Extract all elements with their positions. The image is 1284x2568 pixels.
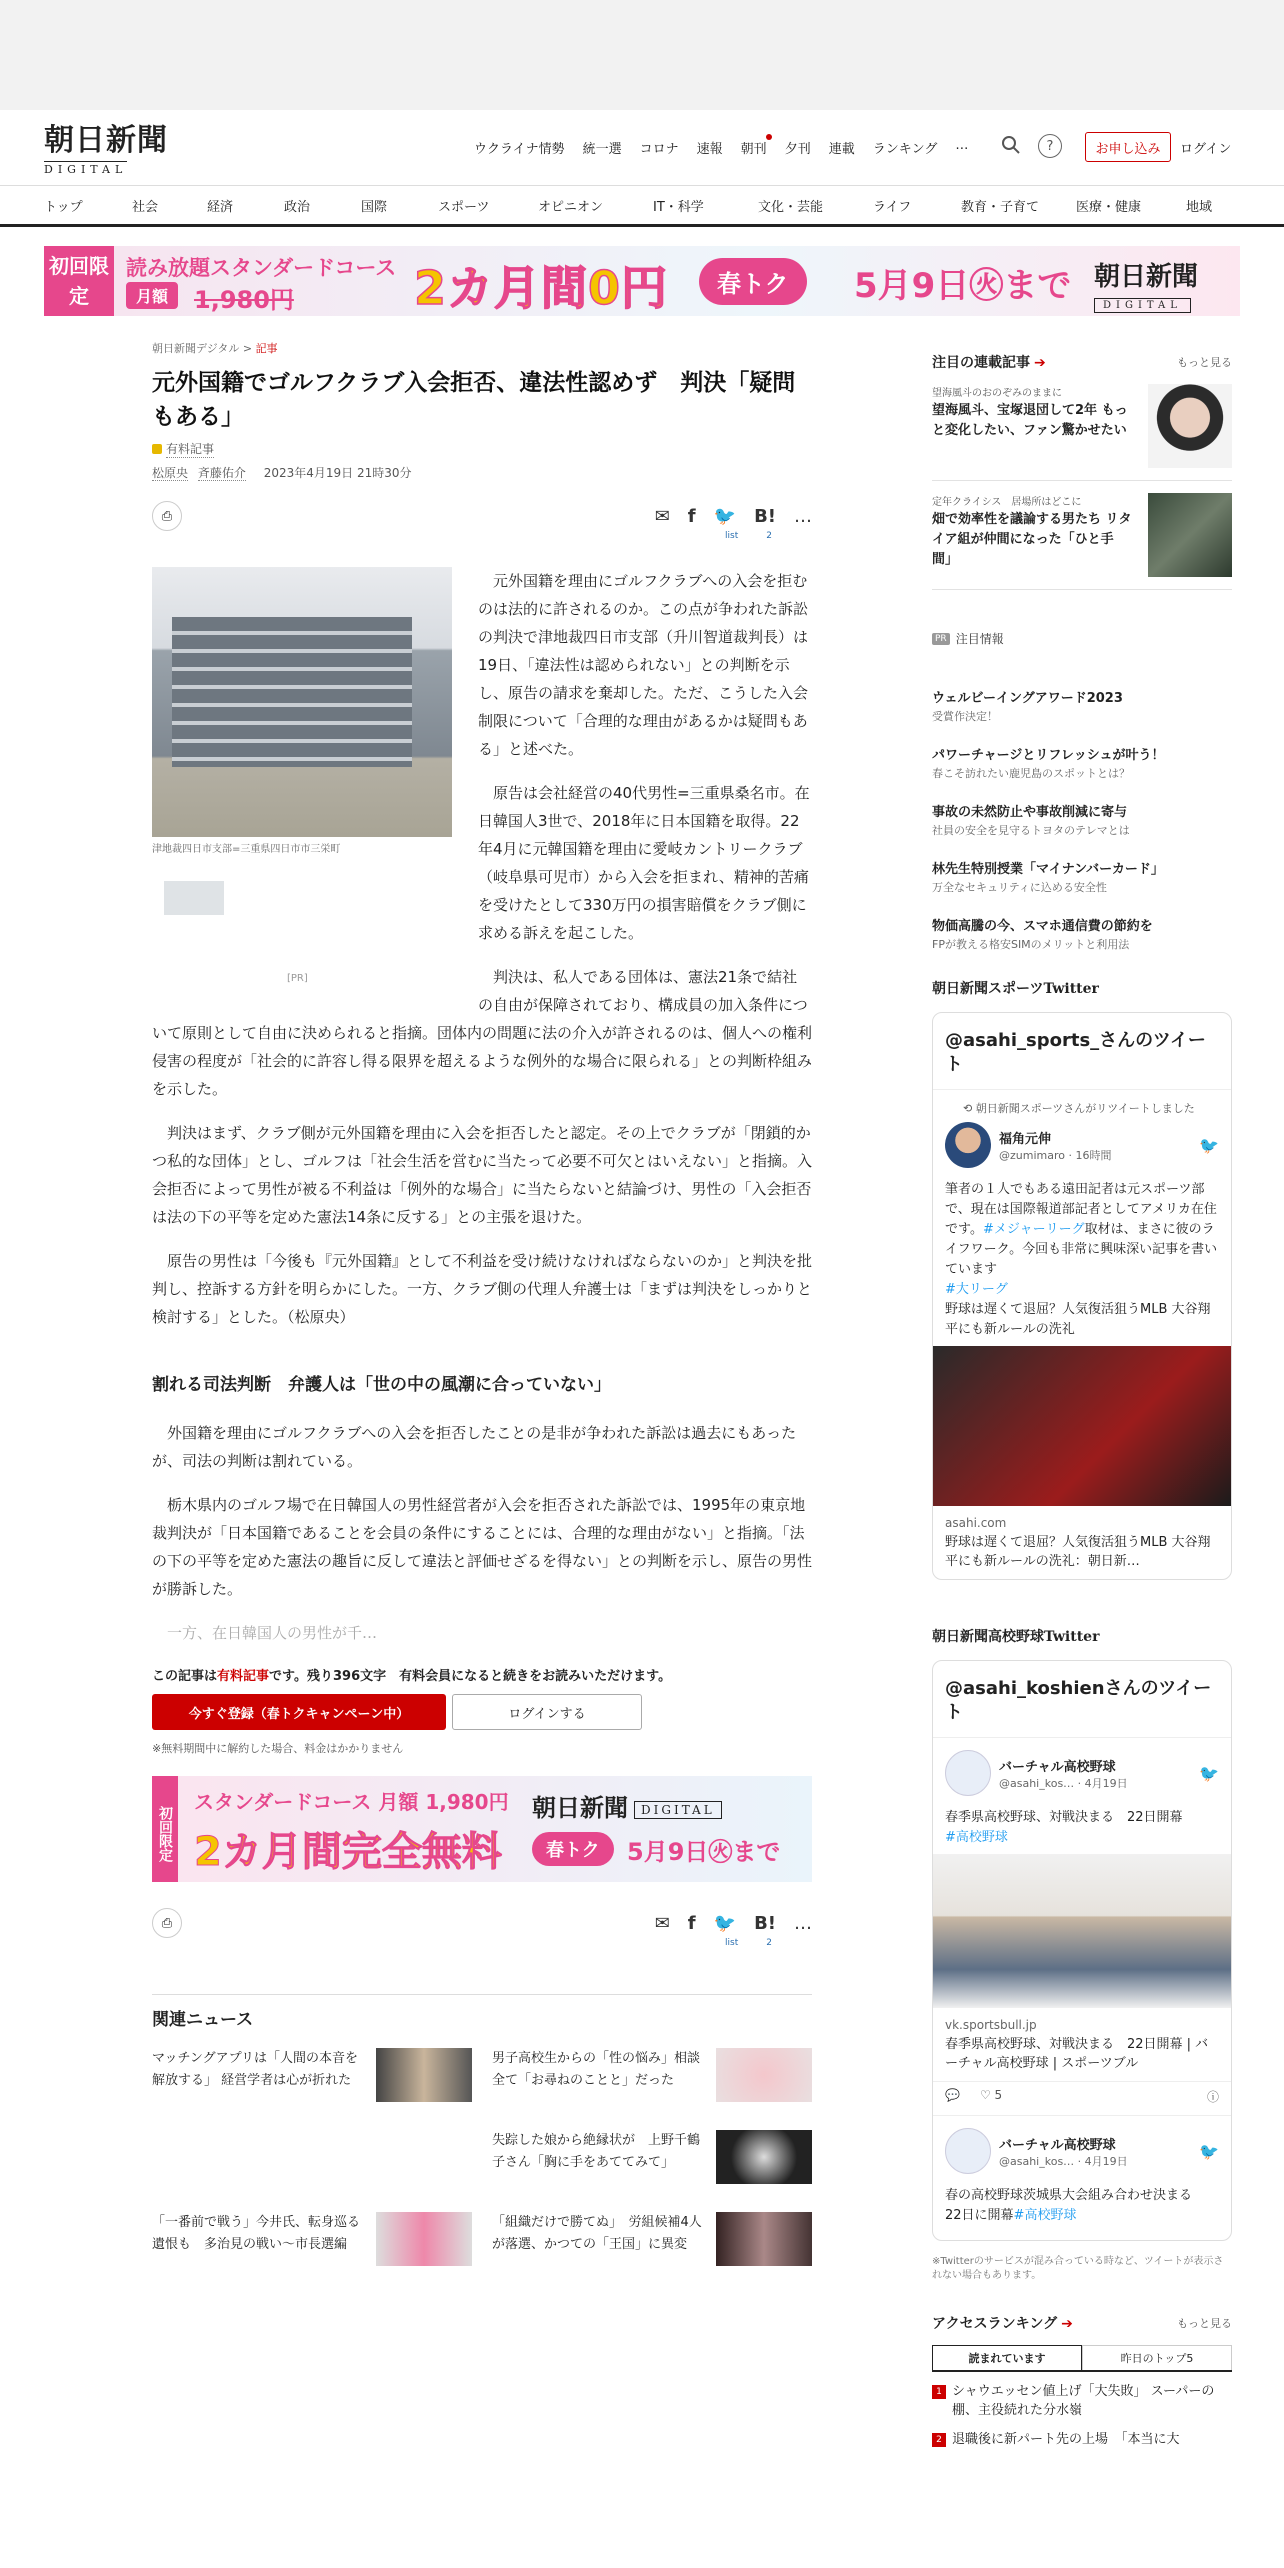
twitter-bird-icon[interactable]: 🐦 xyxy=(1199,2141,1219,2161)
nav-life[interactable]: ライフ xyxy=(873,199,912,215)
pr-section-header xyxy=(932,630,1232,647)
paragraph: 原告の男性は「今後も『元外国籍』として不利益を受け続けなければならないのか」と判決を批判し、控訴する方針を明らかにした。一方、クラブ側の代理人弁護士は「まずは判決をしっかりと検討する」とした。（松原央） xyxy=(152,1252,813,1326)
campaign-banner-2[interactable] xyxy=(152,1776,812,1882)
attention-sub: 万全なセキュリティに込める安全性 xyxy=(932,881,1107,894)
attention-item[interactable] xyxy=(932,687,1232,724)
lock-icon xyxy=(152,444,162,454)
serial-item[interactable] xyxy=(932,481,1232,590)
hatena-bookmark-icon[interactable]: B! xyxy=(754,1912,776,1934)
serial-series-name: 望海風斗のおのぞみのままに xyxy=(932,388,1062,399)
tweet-author[interactable] xyxy=(933,1116,1231,1174)
tweet-card-image[interactable] xyxy=(933,1854,1231,2008)
related-news-heading: 関連ニュース xyxy=(152,2010,254,2030)
section-heading: 割れる司法判断 弁護人は「世の中の風潮に合っていない」 xyxy=(152,1375,611,1395)
related-news-grid xyxy=(152,2048,812,2266)
retweet-icon: ⟲ xyxy=(963,1102,976,1115)
tab-yesterday-top5[interactable]: 昨日のトップ5 xyxy=(1082,2345,1232,2370)
tweet-card-link[interactable] xyxy=(933,1506,1231,1579)
share-toolbar-bottom xyxy=(152,1908,812,1948)
sidebar xyxy=(932,352,1232,2449)
ranking-header xyxy=(932,2313,1232,2333)
twitter-bird-icon[interactable]: 🐦 xyxy=(1199,1135,1219,1155)
paragraph: 栃木県内のゴルフ場で在日韓国人の男性経営者が入会を拒否された訴訟では、1995年の東京地裁判決が「日本国籍であることを会員の条件にすることには、合理的な理由がない」と指摘。「法の下の平等を定めた憲法の趣旨に反して違法と評価せざるを得ない」との判断を示し、原告の男性が勝訴した。 xyxy=(152,1496,813,1598)
cancel-note: ※無料期間中に解約した場合、料金はかかりません xyxy=(152,1742,404,1755)
share-counts xyxy=(725,1938,772,1948)
paywall-suffix: です。残り396文字 有料会員になると続きをお読みいただけます。 xyxy=(269,1669,672,1684)
author-handle: @asahi_kos… · 4月19日 xyxy=(999,2154,1128,2168)
search-icon[interactable] xyxy=(1000,134,1024,158)
more-link[interactable]: もっと見る xyxy=(1177,356,1232,369)
hashtag-link[interactable]: #メジャーリーグ xyxy=(982,1222,1085,1237)
article-title: 元外国籍でゴルフクラブ入会拒否、違法性認めず 判決「疑問もある」 xyxy=(152,370,796,430)
serial-item[interactable] xyxy=(932,372,1232,481)
nav-culture[interactable]: 文化・芸能 xyxy=(758,199,824,215)
paragraph: 原告は会社経営の40代男性=三重県桑名市。在日韓国人3世で、2018年に日本国籍を取得。22年4月に元韓国籍を理由に愛岐カントリークラブ（岐阜県可児市）から入会を拒まれ、精神的苦痛を受けたとして330万円の損害賠償をクラブ側に求める訴えを起こした。 xyxy=(478,784,810,942)
more-menu-icon[interactable]: … xyxy=(955,138,969,153)
author-name: バーチャル高校野球 xyxy=(999,2137,1116,2153)
breadcrumb-home[interactable]: 朝日新聞デジタル xyxy=(152,342,240,355)
campaign-banner[interactable] xyxy=(44,246,1240,316)
avatar xyxy=(945,1750,991,1796)
banner-logo xyxy=(1094,256,1198,313)
hashtag-link[interactable]: #高校野球 xyxy=(1013,2208,1077,2223)
related-item-image xyxy=(376,2212,472,2266)
article xyxy=(152,340,812,2266)
banner-old-price: 1,980円 xyxy=(194,286,294,314)
pr-label: [PR] xyxy=(287,973,308,984)
banner2-logo-digital: DIGITAL xyxy=(634,1801,722,1819)
retweet-notice xyxy=(933,1090,1231,1116)
tweet-card-image[interactable] xyxy=(933,1346,1231,1506)
topnav-ukraine[interactable]: ウクライナ情勢 xyxy=(474,142,565,157)
facebook-icon[interactable]: f xyxy=(687,1912,696,1934)
avatar xyxy=(945,1122,991,1168)
facebook-icon[interactable]: f xyxy=(687,505,696,527)
share-toolbar xyxy=(152,501,812,541)
login-link[interactable]: ログイン xyxy=(1180,142,1232,157)
related-news xyxy=(152,1994,812,2266)
related-item-title: 「一番前で戦う」今井氏、転身巡る遺恨も 多治見の戦い～市長選編 xyxy=(152,2215,361,2252)
new-dot-icon xyxy=(766,134,772,140)
share-buttons xyxy=(655,1913,812,1934)
subscribe-button[interactable]: お申し込み xyxy=(1085,132,1171,162)
paragraph-faded: 一方、在日韓国人の男性が千… xyxy=(167,1624,378,1642)
rank-number-icon: 2 xyxy=(932,2433,946,2447)
arrow-right-icon: ➔ xyxy=(1061,2316,1073,2332)
serial-series-name: 定年クライシス 居場所はどこに xyxy=(932,497,1082,508)
register-button[interactable]: 今すぐ登録（春トクキャンペーン中） xyxy=(152,1694,446,1730)
banner2-logo-kanji: 朝日新聞 xyxy=(532,1793,628,1822)
topnav-morning[interactable] xyxy=(741,138,767,157)
timeline-title[interactable]: @asahi_koshienさんのツイート xyxy=(933,1661,1231,1738)
paragraph: 元外国籍を理由にゴルフクラブへの入会を拒むのは法的に許されるのか。この点が争われた訴訟の判決で津地裁四日市支部（升川智道裁判長）は19日、「違法性は認められない」との判断を示し、原告の請求を棄却した。ただ、こうした入会制限について「合理的な理由があるかは疑問もある」と述べた。 xyxy=(478,572,809,758)
attention-item[interactable] xyxy=(932,915,1232,952)
related-item[interactable] xyxy=(492,2130,812,2184)
serial-image xyxy=(1148,493,1232,577)
more-link[interactable]: もっと見る xyxy=(1177,2317,1232,2330)
attention-sub: 社員の安全を見守るトヨタのテレマとは xyxy=(932,824,1130,837)
banner2-spring-tag: 春トク xyxy=(532,1832,614,1866)
nav-politics[interactable]: 政治 xyxy=(284,199,311,215)
more-share-icon[interactable]: … xyxy=(794,1912,812,1934)
tweet-text-part: 取材は、まさに彼のライフワーク。今回も非常に興味深い記事を書いています xyxy=(945,1222,1218,1277)
hashtag-link[interactable]: #高校野球 xyxy=(945,1830,1008,1845)
attention-list xyxy=(932,687,1232,952)
serial-item-text xyxy=(932,493,1132,577)
banner-logo-digital: DIGITAL xyxy=(1094,298,1191,313)
breadcrumb-current[interactable]: 記事 xyxy=(255,342,278,355)
banner2-course: スタンダードコース 月額 1,980円 xyxy=(194,1790,509,1814)
nav-it-science[interactable]: IT・科学 xyxy=(653,199,704,215)
attention-title: 事故の未然防止や事故削減に寄与 xyxy=(932,805,1128,820)
card-domain: asahi.com xyxy=(945,1516,1007,1530)
related-item-title: 失踪した娘から絶縁状が 上野千鶴子さん「胸に手をあててみて」 xyxy=(492,2133,701,2170)
serial-headline: 畑で効率性を議論する男たち リタイア組が仲間になった「ひと手間」 xyxy=(932,512,1132,567)
banner-logo-kanji: 朝日新聞 xyxy=(1094,262,1199,292)
breadcrumb xyxy=(152,340,812,356)
related-item[interactable] xyxy=(152,2048,472,2102)
banner-monthly-tag: 月額 xyxy=(126,282,178,309)
nav-international[interactable]: 国際 xyxy=(361,199,388,215)
card-title: 野球は遅くて退屈？人気復活狙うMLB 大谷翔平にも新ルールの洗礼：朝日新… xyxy=(945,1535,1211,1569)
nav-sports[interactable]: スポーツ xyxy=(438,199,490,215)
attention-item[interactable] xyxy=(932,744,1232,781)
attention-title: 林先生特別授業「マイナンバーカード」 xyxy=(932,862,1164,877)
topnav-serial[interactable]: 連載 xyxy=(828,142,855,157)
more-share-icon[interactable]: … xyxy=(794,505,812,527)
tweet-actions xyxy=(933,2081,1231,2115)
topnav-election[interactable]: 統一選 xyxy=(582,142,622,157)
tweet-text xyxy=(933,1802,1231,1854)
topnav-morning-label: 朝刊 xyxy=(740,142,767,157)
paywall-login-button[interactable]: ログインする xyxy=(452,1694,642,1730)
tweet-text xyxy=(933,1174,1231,1346)
mail-icon[interactable]: ✉ xyxy=(654,1912,670,1934)
author-info xyxy=(999,1756,1128,1791)
serial-title: 注目の連載記事 xyxy=(932,355,1030,371)
hatena-count[interactable]: 2 xyxy=(766,1938,772,1948)
ranking-headline: シャウエッセン値上げ「大失敗」 スーパーの棚、主役続れた分水嶺 xyxy=(952,2384,1215,2418)
reply-icon[interactable]: 💬 xyxy=(945,2088,960,2102)
author-info xyxy=(999,2134,1128,2169)
attention-title: パワーチャージとリフレッシュが叶う！ xyxy=(932,748,1165,763)
site-header xyxy=(0,110,1284,185)
pr-tag: PR xyxy=(932,633,950,645)
paid-badge xyxy=(152,440,812,458)
paywall-paid-label: 有料記事 xyxy=(217,1669,270,1684)
twitter-list-link[interactable]: list xyxy=(725,1938,739,1948)
paragraph: 判決はまず、クラブ側が元外国籍を理由に入会を拒否したと認定。その上でクラブが「閉鎖的かつ私的な団体」とし、ゴルフは「社会生活を営むに当たって必要不可欠とはいえない」と指摘。入会拒否によって男性が被る不利益は「例外的な場合」に当たらないと結論づけ、男性の「入会拒否は法の下の平等を定めた憲法14条に反する」との主張を退けた。 xyxy=(152,1124,813,1226)
card-domain: vk.sportsbull.jp xyxy=(945,2018,1037,2032)
tab-most-read[interactable]: 読まれています xyxy=(932,2345,1082,2370)
related-item-image xyxy=(716,2212,812,2266)
paywall-buttons xyxy=(152,1694,812,1730)
author-handle: @zumimaro · 16時間 xyxy=(999,1148,1112,1162)
like-count: 5 xyxy=(994,2088,1003,2102)
hatena-count[interactable]: 2 xyxy=(766,531,772,541)
banner-first-time-badge: 初回限定 xyxy=(44,246,114,316)
main-nav xyxy=(0,185,1284,227)
attention-title: 物価高騰の今、スマホ通信費の節約を xyxy=(932,919,1153,934)
top-ad-area xyxy=(0,0,1284,110)
serial-headline: 望海風斗、宝塚退団して2年 もっと変化したい、ファン驚かせたい xyxy=(932,403,1128,438)
author-name: バーチャル高校野球 xyxy=(999,1759,1116,1775)
hashtag-link[interactable]: #大リーグ xyxy=(945,1282,1008,1297)
paragraph: 外国籍を理由にゴルフクラブへの入会を拒否したことの是非が争われた訴訟は過去にもあったが、司法の判断は割れている。 xyxy=(152,1424,797,1470)
twitter-timeline xyxy=(932,1012,1232,1580)
banner-course-name: 読み放題スタンダードコース xyxy=(126,256,397,280)
twitter-timeline xyxy=(932,1660,1232,2241)
attention-item[interactable] xyxy=(932,801,1232,838)
share-counts xyxy=(725,531,772,541)
retweet-label: 朝日新聞スポーツさんがリツイートしました xyxy=(975,1102,1195,1115)
topnav-ranking[interactable]: ランキング xyxy=(872,142,938,157)
photo-thumbnail[interactable] xyxy=(164,881,224,915)
koshien-twitter-heading: 朝日新聞高校野球Twitter xyxy=(932,1629,1100,1645)
rank-number-icon: 1 xyxy=(932,2385,946,2399)
banner-free-offer: 2カ月間0円 xyxy=(414,261,669,315)
author-name: 福角元伸 xyxy=(999,1131,1052,1147)
attention-item[interactable] xyxy=(932,858,1232,895)
topnav-evening[interactable]: 夕刊 xyxy=(784,142,811,157)
like-button[interactable]: ♡ 5 xyxy=(979,2088,1003,2102)
related-item[interactable] xyxy=(492,2212,812,2266)
twitter-list-link[interactable]: list xyxy=(725,531,739,541)
avatar xyxy=(945,2128,991,2174)
tweet-author[interactable] xyxy=(933,2115,1231,2180)
print-icon[interactable]: ⎙ xyxy=(152,1908,182,1938)
serial-section-header xyxy=(932,352,1232,372)
help-icon[interactable]: ? xyxy=(1038,134,1062,158)
banner-spring-tag: 春トク xyxy=(699,258,807,305)
tweet-card-link[interactable] xyxy=(933,2008,1231,2081)
attention-title: ウェルビーイングアワード2023 xyxy=(932,691,1123,706)
author-handle: @asahi_kos… · 4月19日 xyxy=(999,1776,1128,1790)
photo-caption: 津地裁四日市支部=三重県四日市市三栄町 xyxy=(152,844,341,855)
banner2-first-time-badge: 初回限定 xyxy=(152,1776,178,1882)
paid-label: 有料記事 xyxy=(166,442,215,456)
publish-date: 2023年4月19日 21時30分 xyxy=(263,466,412,480)
related-item[interactable] xyxy=(492,2048,812,2102)
ranking-headline: 退職後に新パート先の上場 「本当に大 xyxy=(952,2432,1180,2447)
related-item-image xyxy=(376,2048,472,2102)
related-item-title: 男子高校生からの「性の悩み」相談 全て「お尋ねのことと」だった xyxy=(492,2051,714,2088)
ranking-title-wrap[interactable] xyxy=(932,2313,1073,2333)
hatena-bookmark-icon[interactable]: B! xyxy=(754,505,776,527)
paragraph: 判決は、私人である団体は、憲法21条で結社の自由が保障されており、構成員の加入条件について原則として自由に決められると指摘。団体内の問題に法の介入が許されるのは、個人への権利侵害の程度が「社会的に許容し得る限界を超えるような例外的な場合に限られる」との判断枠組みを示した。 xyxy=(152,968,813,1098)
ranking-item[interactable] xyxy=(932,2430,1232,2449)
tweet-text-part: 春の高校野球茨城県大会組み合わせ決まる 22日に開幕 xyxy=(945,2188,1206,2223)
author-info xyxy=(999,1128,1111,1163)
topnav-corona[interactable]: コロナ xyxy=(639,142,679,157)
asahi-logo[interactable]: 朝日新聞 DIGITAL xyxy=(44,123,168,176)
top-nav xyxy=(474,138,968,157)
article-meta xyxy=(152,464,812,481)
banner2-free-offer: 2カ月間完全無料 xyxy=(194,1829,502,1875)
card-title: 春季県高校野球、対戦決まる 22日開幕 | バーチャル高校野球 | スポーツブル xyxy=(945,2037,1209,2071)
courthouse-image[interactable] xyxy=(152,567,452,837)
author-link[interactable]: 松原央 xyxy=(152,466,189,480)
twitter-bird-icon[interactable]: 🐦 xyxy=(1199,1763,1219,1783)
nav-economy[interactable]: 経済 xyxy=(207,199,234,215)
attention-sub: 受賞作決定！ xyxy=(932,710,998,723)
serial-title-wrap[interactable] xyxy=(932,352,1046,372)
share-buttons xyxy=(655,506,812,527)
serial-image xyxy=(1148,384,1232,468)
related-item-title: マッチングアプリは「人間の本音を解放する」 経営学者は心が折れた xyxy=(152,2051,359,2088)
related-item-image xyxy=(716,2130,812,2184)
ranking-item[interactable] xyxy=(932,2382,1232,2420)
paywall-message xyxy=(152,1665,812,1684)
info-icon[interactable]: ⓘ xyxy=(1206,2090,1219,2104)
attention-sub: 春こそ訪れたい鹿児島のスポットとは？ xyxy=(932,767,1130,780)
tweet-author[interactable] xyxy=(933,1738,1231,1802)
tweet-text xyxy=(933,2180,1231,2240)
ranking-title: アクセスランキング xyxy=(932,2316,1058,2332)
related-item[interactable] xyxy=(152,2212,472,2266)
sports-twitter-heading: 朝日新聞スポーツTwitter xyxy=(932,981,1099,997)
nav-region[interactable]: 地域 xyxy=(1186,199,1213,215)
twitter-icon[interactable]: 🐦 xyxy=(713,505,737,527)
topnav-breaking[interactable]: 速報 xyxy=(696,142,723,157)
related-item-image xyxy=(716,2048,812,2102)
related-item-title: 「組織だけで勝てぬ」 労組候補4人が落選、かつての「王国」に異変 xyxy=(492,2215,702,2252)
serial-item-text xyxy=(932,384,1132,468)
article-photo[interactable] xyxy=(152,567,452,993)
nav-top[interactable]: トップ xyxy=(44,199,83,215)
header-icons xyxy=(1000,134,1062,158)
article-body xyxy=(152,567,812,1647)
paywall-prefix: この記事は xyxy=(152,1669,218,1684)
timeline-title[interactable]: @asahi_sports_さんのツイート xyxy=(933,1013,1231,1090)
banner2-deadline: 5月9日㊋まで xyxy=(627,1838,781,1866)
author-link[interactable]: 斉藤佑介 xyxy=(197,466,246,480)
banner-deadline: 5月9日㊋まで xyxy=(854,266,1072,306)
print-icon[interactable]: ⎙ xyxy=(152,501,182,531)
attention-sub: FPが教える格安SIMのメリットと利用法 xyxy=(932,938,1130,951)
tweet-text-part: 野球は遅くて退屈？人気復活狙うMLB 大谷翔平にも新ルールの洗礼 xyxy=(945,1302,1211,1337)
arrow-right-icon: ➔ xyxy=(1034,355,1046,371)
twitter-icon[interactable]: 🐦 xyxy=(713,1912,737,1934)
nav-opinion[interactable]: オピニオン xyxy=(538,199,604,215)
pr-title: 注目情報 xyxy=(955,632,1004,646)
nav-education[interactable]: 教育・子育て xyxy=(961,199,1040,215)
mail-icon[interactable]: ✉ xyxy=(654,505,670,527)
nav-society[interactable]: 社会 xyxy=(132,199,159,215)
ranking-tabs xyxy=(932,2345,1232,2372)
nav-health[interactable]: 医療・健康 xyxy=(1076,199,1142,215)
tweet-text-part: 春季県高校野球、対戦決まる 22日開幕 xyxy=(945,1810,1183,1825)
breadcrumb-separator: > xyxy=(242,342,253,355)
tweet-text-part: 筆者の１人でもある遠田記者は元スポーツ部で、現在は国際報道部記者としてアメリカ在住です。 xyxy=(945,1182,1217,1237)
twitter-footnote: ※Twitterのサービスが混み合っている時など、ツイートが表示されない場合もあります。 xyxy=(932,2256,1224,2281)
banner2-logo xyxy=(532,1788,722,1823)
